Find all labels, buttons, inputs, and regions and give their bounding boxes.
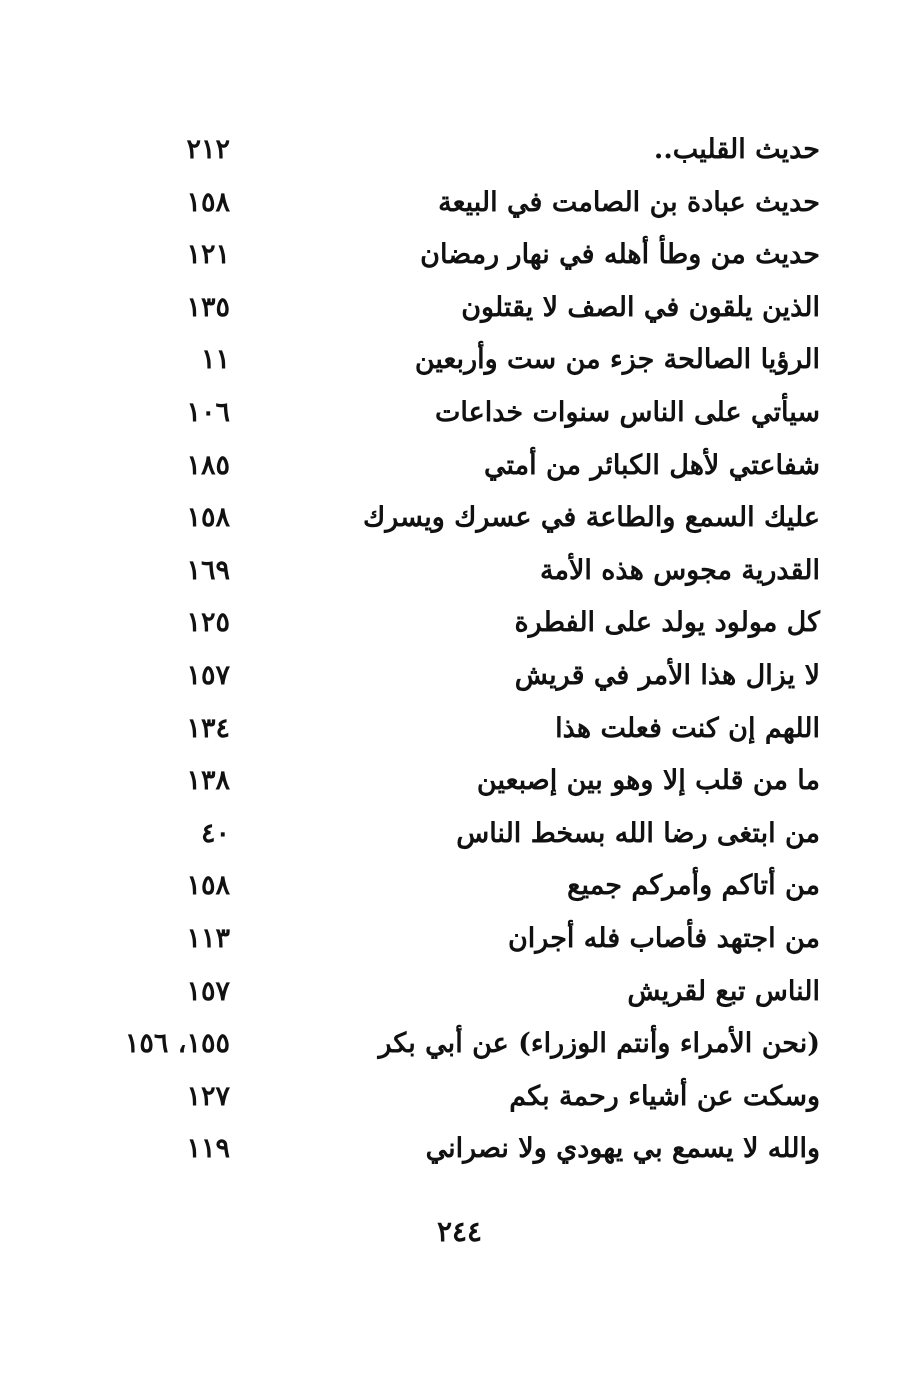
index-entry: [100, 862, 820, 915]
entry-text: حديث عبادة بن الصامت في البيعة: [438, 186, 820, 218]
entry-page-number: ١٥٥، ١٥٦: [124, 1028, 230, 1060]
index-entry: [100, 126, 820, 179]
hadith-index-list: [100, 126, 820, 1178]
entry-text: ما من قلب إلا وهو بين إصبعين: [476, 765, 820, 797]
entry-text: وسكت عن أشياء رحمة بكم: [509, 1080, 820, 1112]
index-entry: [100, 547, 820, 600]
entry-page-number: ١١: [200, 344, 230, 376]
index-entry: [100, 705, 820, 758]
entry-text: الرؤيا الصالحة جزء من ست وأربعين: [414, 344, 820, 376]
entry-text: من أتاكم وأمركم جميع: [567, 870, 820, 902]
entry-text: القدرية مجوس هذه الأمة: [540, 554, 820, 586]
entry-page-number: ١٥٨: [186, 870, 230, 902]
index-entry: [100, 284, 820, 337]
entry-text: والله لا يسمع بي يهودي ولا نصراني: [425, 1133, 820, 1165]
entry-page-number: ١٦٩: [186, 554, 230, 586]
index-entry: [100, 231, 820, 284]
entry-text: شفاعتي لأهل الكبائر من أمتي: [483, 449, 820, 481]
entry-text: لا يزال هذا الأمر في قريش: [514, 659, 820, 691]
entry-text: من اجتهد فأصاب فله أجران: [507, 922, 820, 954]
entry-page-number: ١٥٧: [186, 659, 230, 691]
index-entry: [100, 599, 820, 652]
index-entry: [100, 389, 820, 442]
entry-page-number: ١٢١: [186, 239, 230, 271]
entry-page-number: ٤٠: [200, 817, 230, 849]
index-entry: [100, 915, 820, 968]
index-entry: [100, 1125, 820, 1178]
entry-text: الذين يلقون في الصف لا يقتلون: [461, 291, 820, 323]
index-entry: [100, 757, 820, 810]
entry-text: الناس تبع لقريش: [627, 975, 820, 1007]
entry-page-number: ١٢٧: [186, 1080, 230, 1112]
entry-text: عليك السمع والطاعة في عسرك ويسرك: [362, 502, 820, 534]
entry-text: اللهم إن كنت فعلت هذا: [555, 712, 820, 744]
index-entry: [100, 652, 820, 705]
entry-text: حديث من وطأ أهله في نهار رمضان: [420, 239, 820, 271]
entry-text: حديث القليب..: [653, 134, 820, 165]
entry-text: سيأتي على الناس سنوات خداعات: [435, 396, 820, 428]
entry-page-number: ١١٩: [186, 1133, 230, 1165]
entry-page-number: ١٣٨: [186, 765, 230, 797]
index-entry: [100, 336, 820, 389]
entry-text: من ابتغى رضا الله بسخط الناس: [456, 817, 820, 849]
index-entry: [100, 179, 820, 232]
index-entry: [100, 494, 820, 547]
entry-page-number: ١٥٧: [186, 975, 230, 1007]
footer-page-number: ٢٤٤: [436, 1215, 483, 1248]
entry-page-number: ١٠٦: [186, 396, 230, 428]
entry-page-number: ٢١٢: [186, 134, 230, 165]
index-entry: [100, 1073, 820, 1126]
index-entry: [100, 442, 820, 495]
entry-page-number: ١٥٨: [186, 502, 230, 534]
entry-text: كل مولود يولد على الفطرة: [514, 607, 820, 639]
entry-page-number: ١٥٨: [186, 186, 230, 218]
entry-page-number: ١٣٤: [186, 712, 230, 744]
index-entry: [100, 1020, 820, 1073]
entry-text: (نحن الأمراء وأنتم الوزراء) عن أبي بكر: [378, 1028, 820, 1060]
index-entry: [100, 968, 820, 1021]
entry-page-number: ١٢٥: [186, 607, 230, 639]
entry-page-number: ١٣٥: [186, 291, 230, 323]
entry-page-number: ١١٣: [186, 922, 230, 954]
index-entry: [100, 810, 820, 863]
entry-page-number: ١٨٥: [186, 449, 230, 481]
